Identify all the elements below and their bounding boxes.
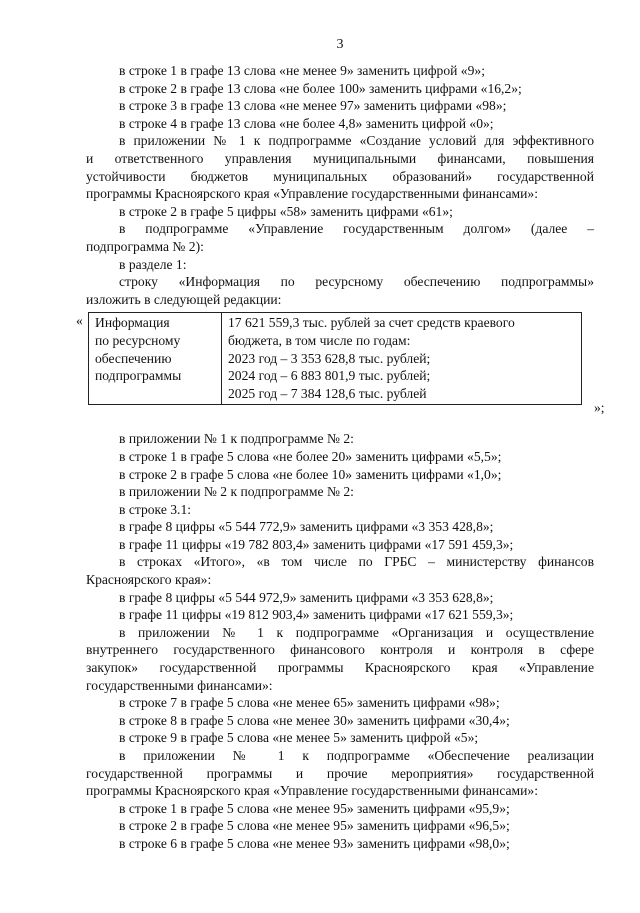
text-line: в строке 9 в графе 5 слова «не менее 5» заменить цифрой «5»; — [119, 730, 479, 746]
paragraph-subprogram-3 — [86, 624, 594, 694]
text-line: в приложении № 1 к подпрограмме «Обеспечение реализации — [119, 748, 594, 763]
cell-line: 2025 год – 7 384 128,6 тыс. рублей — [228, 385, 427, 401]
text-line: внутреннего государственного финансового контроля и контроля в сфере — [86, 642, 594, 658]
text-line: в строке 8 в графе 5 слова «не менее 30» заменить цифрами «30,4»; — [119, 712, 510, 728]
text-line: подпрограмма № 2): — [86, 238, 204, 254]
cell-line: по ресурсному — [95, 332, 181, 348]
text-line: в приложении № 1 к подпрограмме № 2: — [119, 431, 354, 447]
text-line: строку «Информация по ресурсному обеспечению подпрограммы» — [119, 274, 594, 290]
text-line: государственной программы и прочие мероприятия» государственной — [86, 765, 594, 781]
text-line: программы Красноярского края «Управление государственными финансами»: — [86, 186, 539, 202]
text-line: в строке 3 в графе 13 слова «не менее 97» заменить цифрами «98»; — [119, 98, 507, 114]
table-row — [89, 313, 582, 405]
text-line: изложить в следующей редакции: — [86, 291, 282, 307]
document-page — [76, 34, 605, 853]
text-line: в строке 2 в графе 5 слова «не менее 95» заменить цифрами «96,5»; — [119, 818, 510, 834]
text-line: государственными финансами»: — [86, 677, 273, 693]
page-number: 3 — [336, 37, 344, 52]
cell-line: Информация — [95, 315, 170, 331]
table-cell-label — [89, 313, 222, 405]
text-line: в строке 2 в графе 5 слова «не более 10» заменить цифрами «1,0»; — [119, 466, 502, 482]
cell-line: 17 621 559,3 тыс. рублей за счет средств краевого — [228, 315, 515, 331]
block-itogo-replacements — [86, 589, 594, 624]
text-line: в разделе 1: — [119, 256, 187, 272]
paragraph-resource-info — [86, 273, 594, 308]
cell-line: обеспечению — [95, 350, 172, 366]
block-graph13-replacements — [86, 62, 594, 132]
block-subprogram-4-replacements — [86, 800, 594, 853]
text-line: в подпрограмме «Управление государственным долгом» (далее – — [119, 221, 594, 237]
cell-line: 2023 год – 3 353 628,8 тыс. рублей; — [228, 350, 431, 366]
text-line: закупок» государственной программы Красноярского края «Управление — [86, 660, 594, 676]
block-subprogram-2-appendices — [86, 430, 594, 553]
quote-close: »; — [594, 400, 605, 416]
resource-info-table — [88, 312, 582, 405]
text-line: в графе 11 цифры «19 812 903,4» заменить цифрами «17 621 559,3»; — [119, 607, 514, 623]
text-line: в строке 2 в графе 13 слова «не более 100» заменить цифрами «16,2»; — [119, 80, 522, 96]
text-line: в строке 4 в графе 13 слова «не более 4,8» заменить цифрой «0»; — [119, 115, 494, 131]
text-line: и ответственного управления муниципальными финансами, повышения — [86, 150, 594, 166]
paragraph-subprogram-2 — [86, 220, 594, 255]
text-line: в строке 1 в графе 5 слова «не более 20» заменить цифрами «5,5»; — [119, 448, 502, 464]
text-line: в приложении № 1 к подпрограмме «Организация и осуществление — [119, 624, 594, 640]
text-line: в строке 2 в графе 5 цифры «58» заменить цифрами «61»; — [119, 203, 453, 219]
block-subprogram-3-replacements — [86, 694, 594, 747]
text-line: в строках «Итого», «в том числе по ГРБС – министерству финансов — [119, 554, 594, 570]
text-line: устойчивости бюджетов муниципальных образований» государственной — [86, 168, 594, 184]
text-line: в строке 7 в графе 5 слова «не менее 65» заменить цифрами «98»; — [119, 695, 500, 711]
text-line: в строке 1 в графе 5 слова «не менее 95» заменить цифрами «95,9»; — [119, 800, 510, 816]
table-cell-value — [222, 313, 582, 405]
cell-line: подпрограммы — [95, 368, 182, 384]
cell-line: бюджета, в том числе по годам: — [228, 332, 411, 348]
paragraph-itogo — [86, 553, 594, 588]
text-line: Красноярского края»: — [86, 572, 212, 588]
cell-line: 2024 год – 6 883 801,9 тыс. рублей; — [228, 368, 431, 384]
text-line: в графе 11 цифры «19 782 803,4» заменить цифрами «17 591 459,3»; — [119, 536, 514, 552]
paragraph-subprogram-4 — [86, 747, 594, 800]
text-line: в строке 6 в графе 5 слова «не менее 93» заменить цифрами «98,0»; — [119, 835, 510, 851]
quote-open: « — [76, 313, 83, 329]
resource-table-block — [76, 312, 605, 426]
text-line: в графе 8 цифры «5 544 772,9» заменить цифрами «3 353 428,8»; — [119, 519, 494, 535]
paragraph-subprogram-1 — [86, 132, 594, 202]
text-line: в строке 3.1: — [119, 501, 192, 517]
text-line: в графе 8 цифры «5 544 972,9» заменить цифрами «3 353 628,8»; — [119, 589, 494, 605]
text-line: в приложении № 2 к подпрограмме № 2: — [119, 484, 354, 500]
text-line: в строке 1 в графе 13 слова «не менее 9» заменить цифрой «9»; — [119, 63, 485, 78]
text-line: программы Красноярского края «Управление государственными финансами»: — [86, 783, 539, 799]
text-line: в приложении № 1 к подпрограмме «Создание условий для эффективного — [119, 133, 594, 149]
